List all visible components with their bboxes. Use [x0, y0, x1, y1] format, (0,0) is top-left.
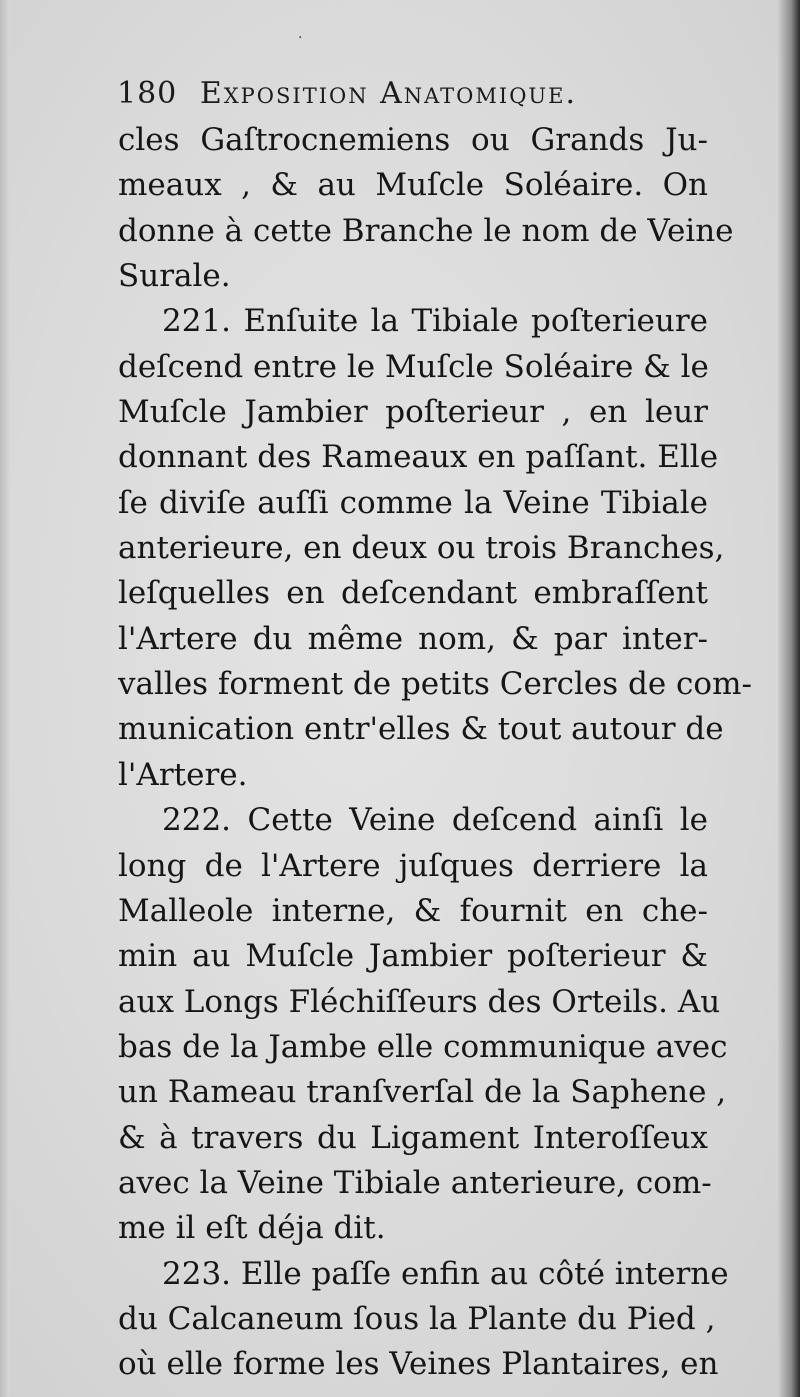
text-line: Surale. [118, 258, 231, 295]
text-line: long de l'Artere juſques derriere la [118, 847, 708, 884]
text-line: munication entr'elles & tout autour de [118, 711, 724, 748]
text-line: donne à cette Branche le nom de Veine [118, 212, 734, 249]
paragraph-221-start: 221. Enſuite la Tibiale poſterieure [162, 303, 708, 340]
text-line: meaux , & au Muſcle Soléaire. On [118, 167, 708, 204]
text-line: avec la Veine Tibiale anterieure, com- [118, 1164, 712, 1201]
text-line: ſe diviſe auſſi comme la Veine Tibiale [118, 484, 708, 521]
ink-speck: · [298, 30, 303, 46]
text-line: & à travers du Ligament Interoſſeux [118, 1119, 708, 1156]
text-line: bas de la Jambe elle communique avec [118, 1028, 728, 1065]
text-line: me il eſt déja dit. [118, 1210, 386, 1247]
body-text [118, 118, 752, 1388]
text-line: où elle forme les Veines Plantaires, en [118, 1346, 719, 1383]
text-line: aux Longs Fléchiſſeurs des Orteils. Au [118, 983, 721, 1020]
text-line: donnant des Rameaux en paſſant. Elle [118, 439, 719, 476]
text-line: valles forment de petits Cercles de com- [118, 666, 752, 703]
text-line: anterieure, en deux ou trois Branches, [118, 530, 725, 567]
text-line: l'Artere. [118, 756, 248, 793]
running-header [117, 76, 577, 111]
text-line: deſcend entre le Muſcle Soléaire & le [118, 348, 709, 385]
text-line: min au Muſcle Jambier poſterieur & [118, 938, 708, 975]
running-title: Exposition Anatomique. [199, 76, 577, 111]
text-line: cles Gaſtrocnemiens ou Grands Ju- [118, 122, 708, 158]
page-right-edge [778, 0, 800, 1397]
text-line: un Rameau tranſverſal de la Saphene , [118, 1074, 727, 1111]
page-left-edge [0, 0, 10, 1397]
paragraph-223-start: 223. Elle paſſe enfin au côté interne [162, 1255, 729, 1292]
text-line: l'Artere du même nom, & par inter- [118, 620, 708, 657]
page-number: 180 [117, 76, 178, 111]
text-line: leſquelles en deſcendant embraſſent [118, 575, 708, 612]
text-line: Muſcle Jambier poſterieur , en leur [118, 394, 708, 431]
text-line: du Calcaneum ſous la Plante du Pied , [118, 1300, 716, 1337]
paragraph-222-start: 222. Cette Veine deſcend ainſi le [162, 802, 708, 839]
text-line: Malleole interne, & fournit en che- [118, 892, 708, 929]
